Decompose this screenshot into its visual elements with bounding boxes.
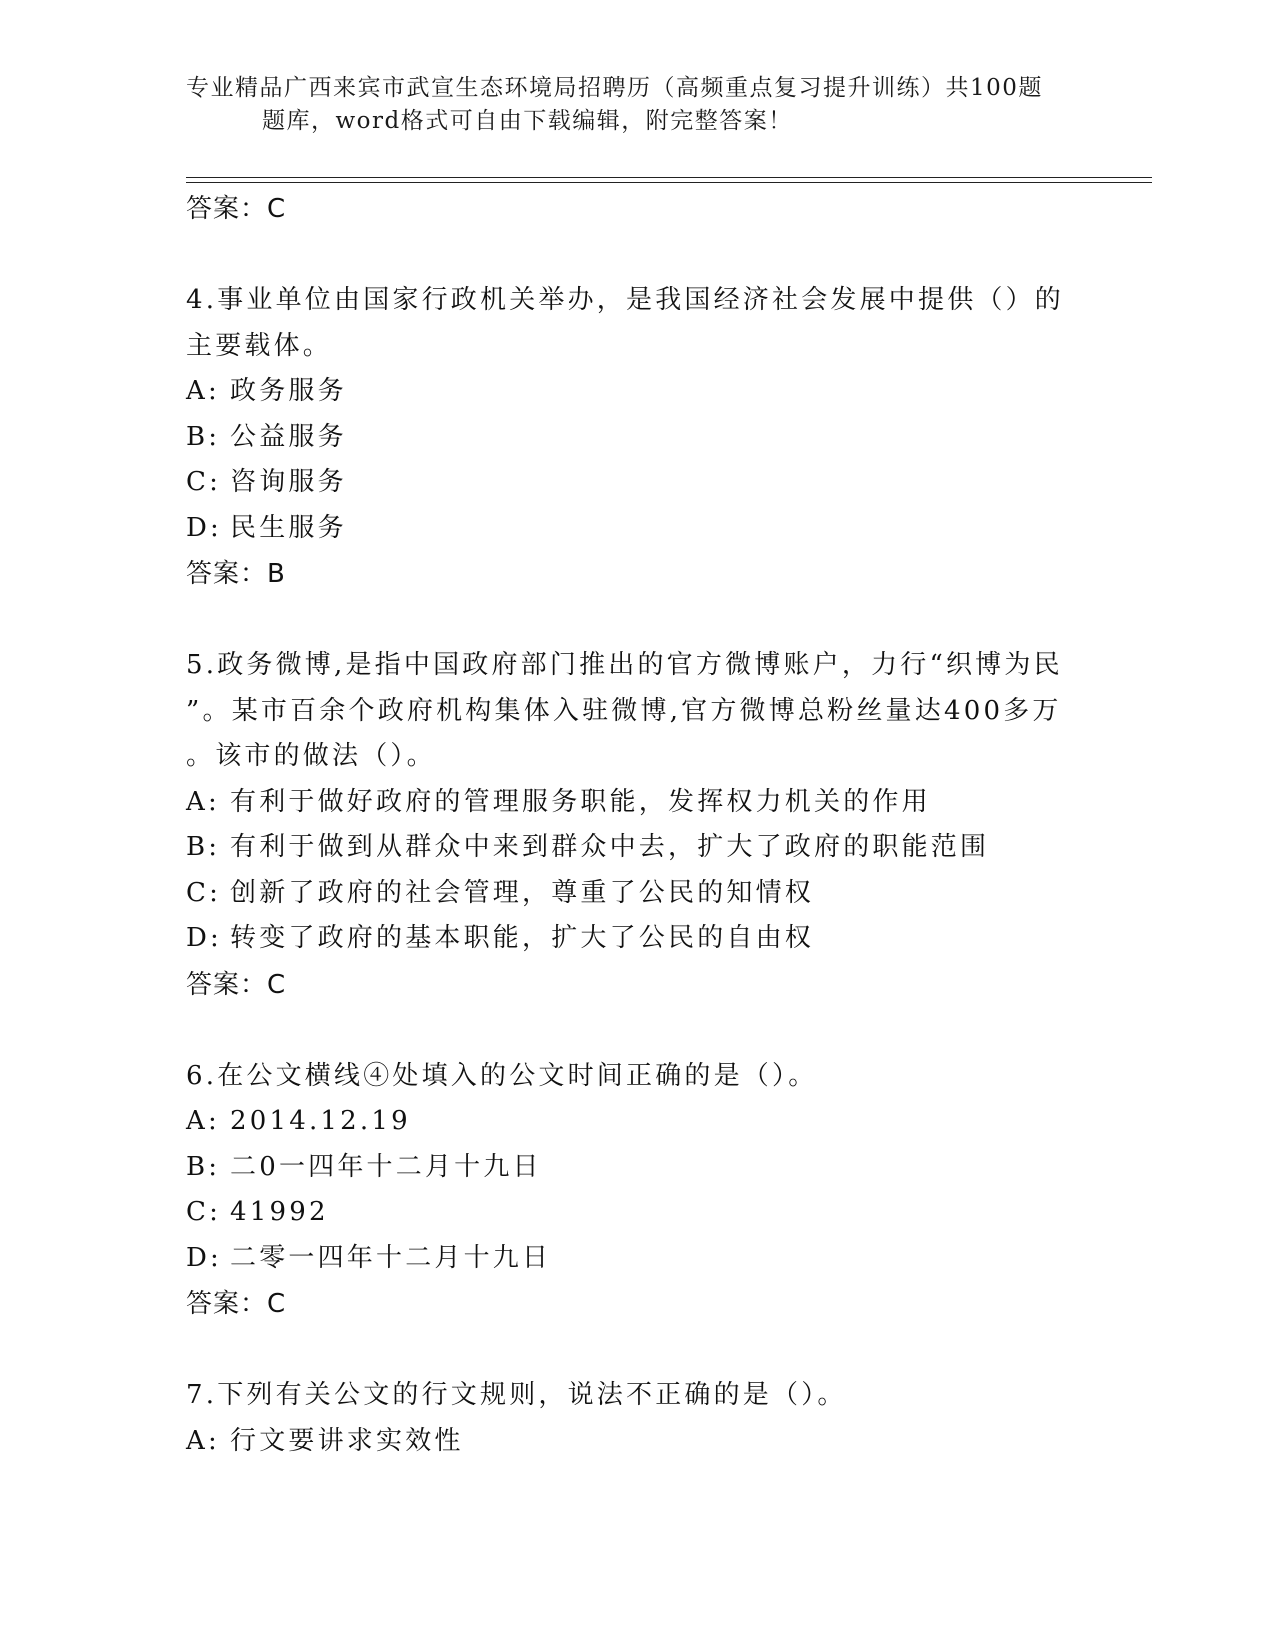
option-text: 公益服务 [230,421,347,452]
question-text [186,1054,1086,1100]
header-divider-top [186,177,1152,178]
answer-line: 答案：B [186,559,286,589]
option-letter: A: [186,1106,220,1136]
answer-line: 答案：C [186,1289,287,1319]
option-letter: D: [186,923,223,953]
header-title-line-2: 题库，word格式可自由下载编辑，附完整答案！ [262,108,793,134]
option-letter: C: [186,467,222,497]
option-text: 行文要讲求实效性 [230,1425,464,1456]
question-text-line: 5.政务微博,是指中国政府部门推出的官方微博账户，力行“织博为民 [186,650,1063,680]
question-item [186,1054,1086,1328]
option-d [186,916,1086,962]
question-item [186,278,1086,597]
option-d [186,506,1086,552]
option-letter: D: [186,1242,223,1273]
option-text: 41992 [230,1197,329,1227]
question-item [186,1373,1086,1464]
answer-line: 答案：C [186,969,287,1000]
answer-line: 答案：C [186,194,287,224]
option-letter: D: [186,512,223,543]
option-text: 二0一四年十二月十九日 [230,1151,542,1182]
option-c [186,871,1086,917]
option-text: 政务服务 [230,376,347,406]
option-text: 咨询服务 [230,467,347,497]
header-divider-bottom [186,182,1152,183]
option-text: 二零一四年十二月十九日 [230,1242,552,1273]
option-text: 创新了政府的社会管理，尊重了公民的知情权 [230,877,815,908]
option-c [186,1190,1086,1236]
question-text-line: 4.事业单位由国家行政机关举办，是我国经济社会发展中提供（）的 [186,285,1065,315]
option-b [186,415,1086,461]
option-a [186,780,1086,826]
header-title-line-1: 专业精品广西来宾市武宣生态环境局招聘历（高频重点复习提升训练）共100题 [186,75,1043,101]
option-letter: B: [186,1151,221,1182]
option-letter: C: [186,1197,222,1227]
option-a [186,369,1086,415]
question-text-line: 7.下列有关公文的行文规则，说法不正确的是（）。 [186,1380,847,1410]
option-a [186,1419,1086,1465]
question-item [186,643,1086,1008]
option-letter: B: [186,832,221,862]
option-a [186,1099,1086,1145]
question-list [186,186,1086,1464]
option-c [186,460,1086,506]
option-letter: C: [186,877,222,908]
question-text [186,278,1086,369]
option-b [186,1145,1086,1191]
option-letter: B: [186,421,221,452]
option-letter: A: [186,376,220,406]
option-letter: A: [186,786,220,817]
option-text: 转变了政府的基本职能，扩大了公民的自由权 [230,923,815,953]
question-text-line: 主要载体。 [186,330,333,361]
page-header [186,72,1076,138]
option-d [186,1236,1086,1282]
option-text: 有利于做好政府的管理服务职能，发挥权力机关的作用 [230,786,931,817]
question-text [186,1373,1086,1419]
option-b [186,825,1086,871]
option-text: 有利于做到从群众中来到群众中去，扩大了政府的职能范围 [230,832,990,862]
option-text: 2014.12.19 [230,1106,411,1136]
question-text-line: ”。某市百余个政府机构集体入驻微博,官方微博总粉丝量达400多万 [186,695,1062,726]
option-letter: A: [186,1425,220,1456]
option-text: 民生服务 [230,512,347,543]
question-text [186,643,1086,780]
question-text-line: 6.在公文横线④处填入的公文时间正确的是（）。 [186,1060,818,1091]
question-text-line: 。该市的做法（）。 [186,741,436,771]
